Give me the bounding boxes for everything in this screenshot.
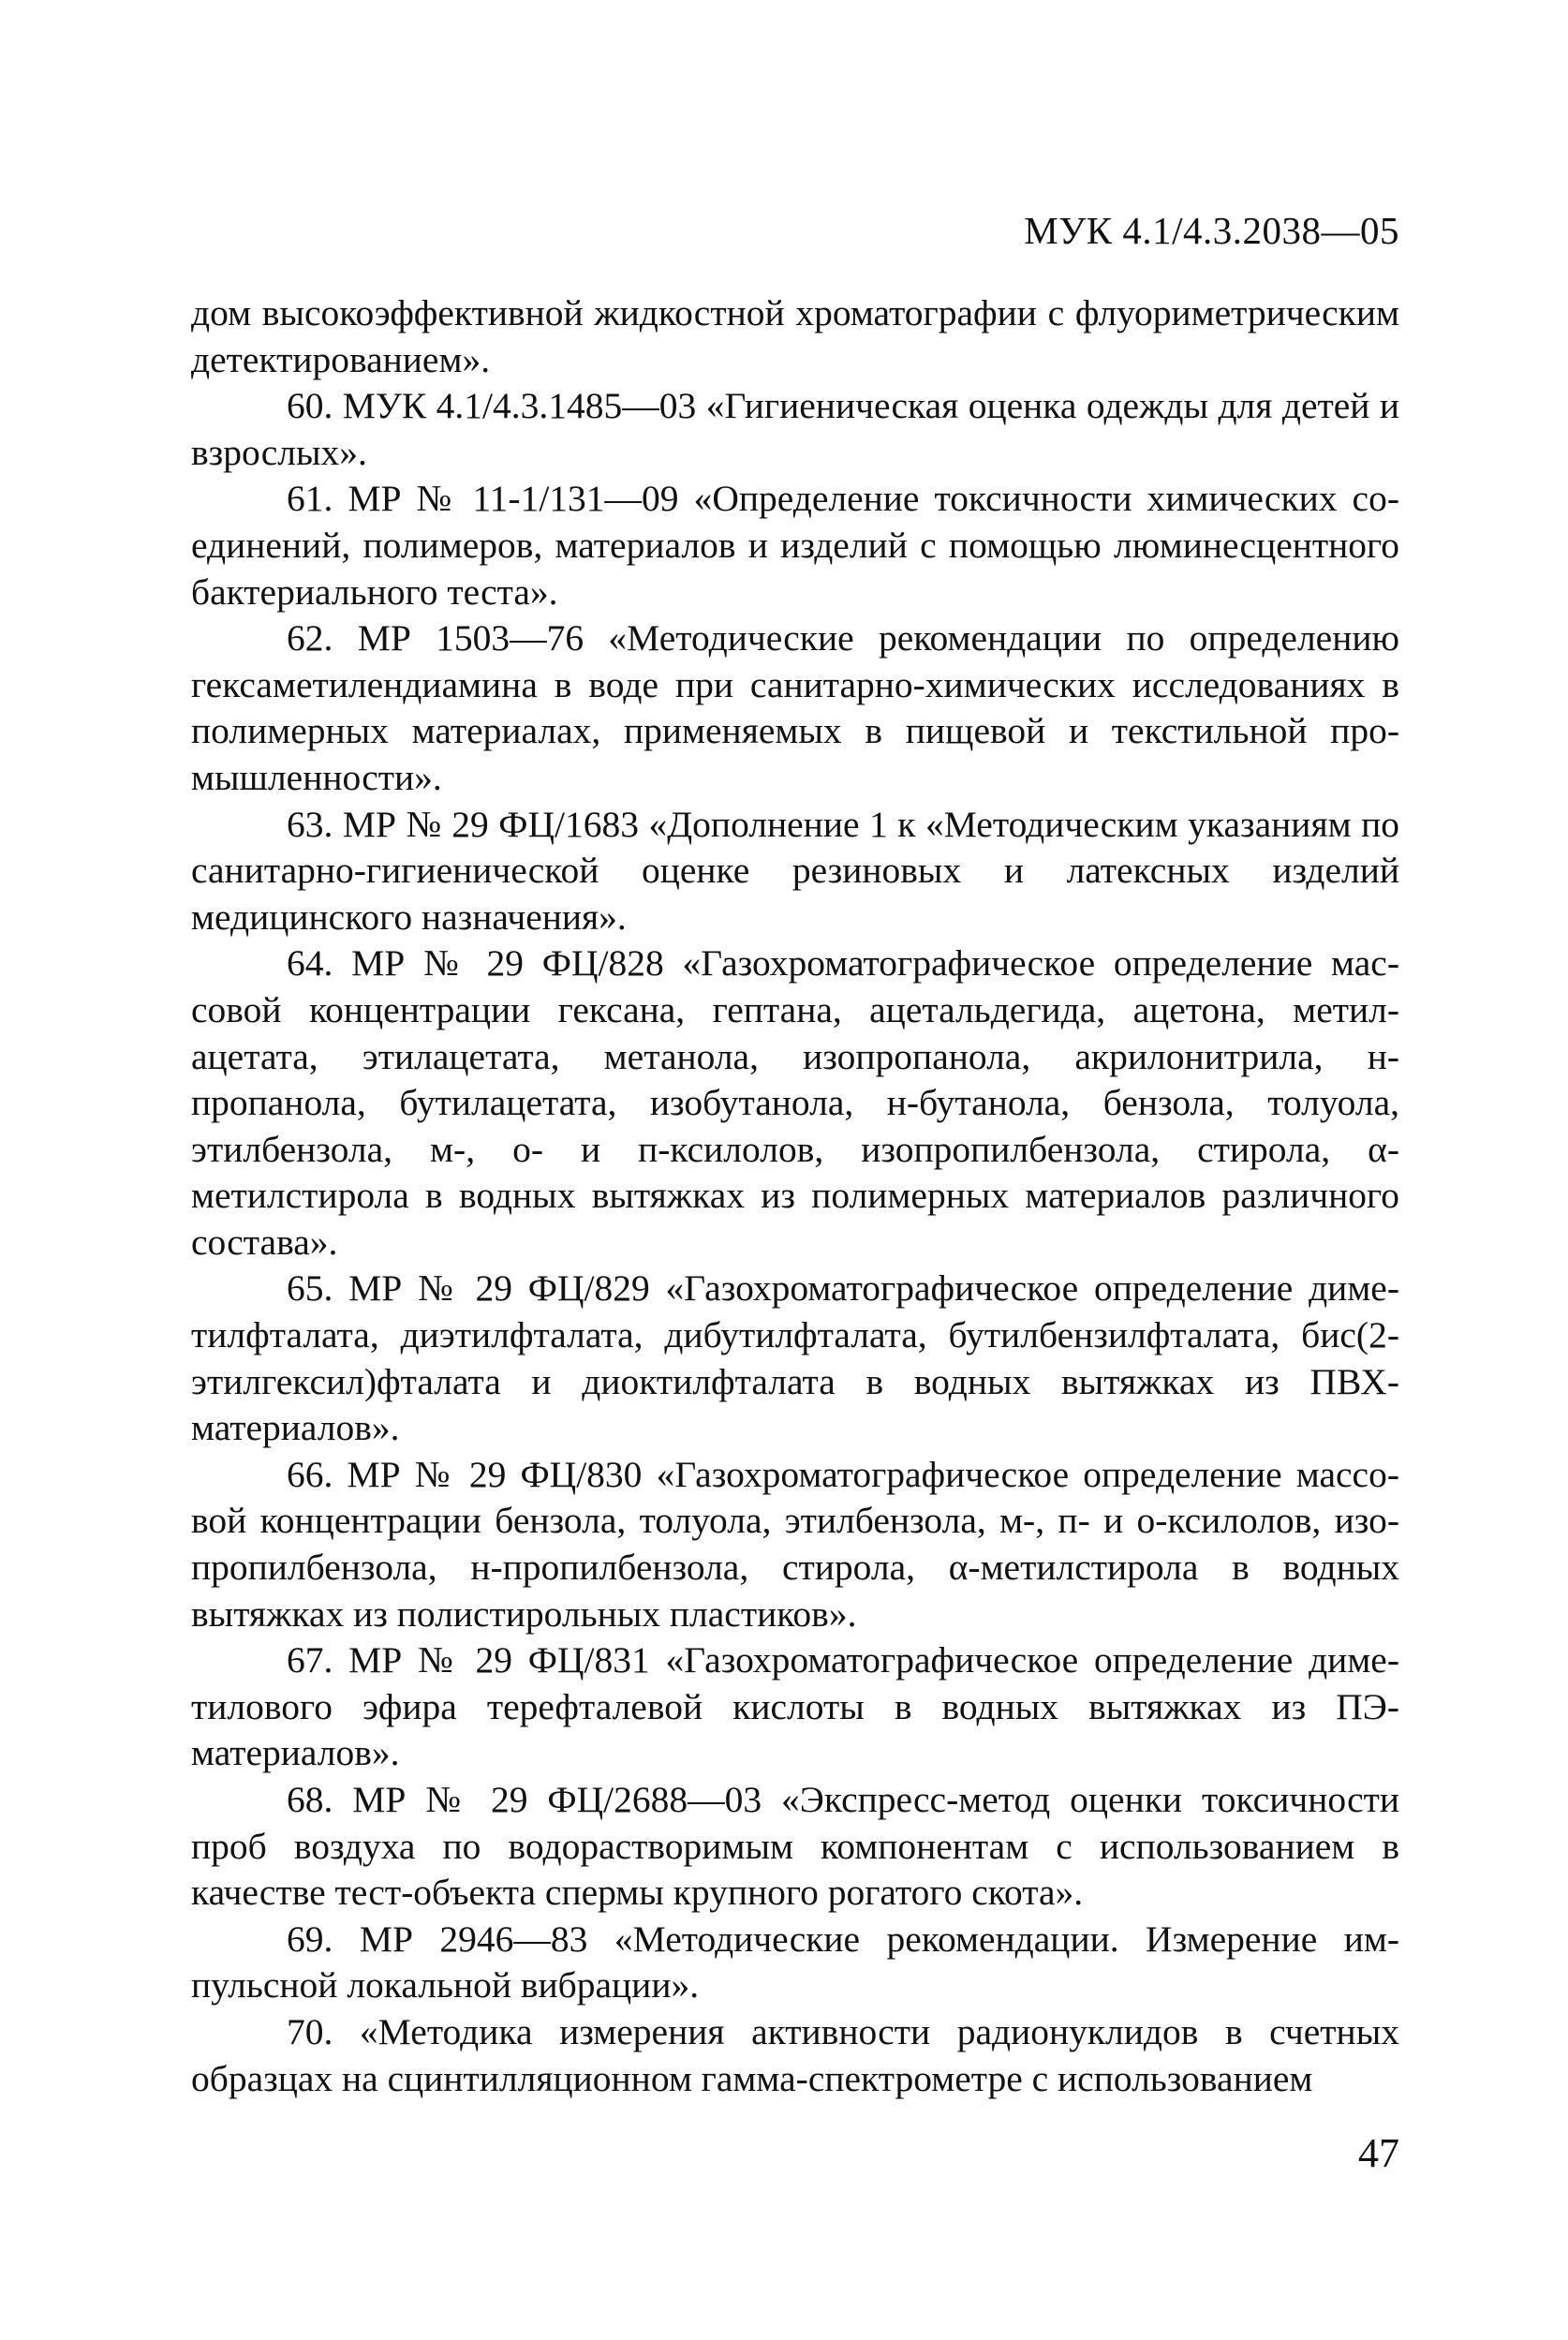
reference-item-64: 64. МР № 29 ФЦ/828 «Газохроматографическое определение массовой концентрации гексана, гептана, ацетальдегида, ацетона, метилацетата, этилацетата, метанола, изопропанола, акрилонитрила, н-пропанола, бутилацетата, изобутанола, н-бутанола, бензола, толуола, этилбензола, м-, о- и п-ксилолов, изопропилбензола, стирола, α-метилстирола в водных вытяжках из полимерных материалов различного состава». — [191, 942, 1399, 1263]
reference-item-61: 61. МР № 11-1/131—09 «Определение токсичности химических соединений, полимеров, материалов и изделий с помощью люминесцентного бактериального теста». — [191, 478, 1399, 613]
reference-item-63: 63. МР № 29 ФЦ/1683 «Дополнение 1 к «Методическим указаниям по санитарно-гигиенической оценке резиновых и латексных изделий медицинского назначения». — [191, 803, 1399, 938]
document-code-header: МУК 4.1/4.3.2038—05 — [1024, 209, 1399, 252]
reference-item-60: 60. МУК 4.1/4.3.1485—03 «Гигиеническая оценка одежды для детей и взрослых». — [191, 385, 1399, 473]
reference-item-65: 65. МР № 29 ФЦ/829 «Газохроматографическое определение диметилфталата, диэтилфталата, дибутилфталата, бутилбензилфталата, бис(2-этилгексил)фталата и диоктилфталата в водных вытяжках из ПВХ-материалов». — [191, 1267, 1399, 1449]
reference-item-62: 62. МР 1503—76 «Методические рекомендации по определению гексаметилендиамина в воде при санитарно-химических исследованиях в полимерных материалах, применяемых в пищевой и текстильной промышленности». — [191, 617, 1399, 798]
reference-item-70: 70. «Методика измерения активности радионуклидов в счетных образцах на сцинтилляционном гамма-спектрометре с использованием — [191, 2010, 1399, 2099]
reference-item-69: 69. МР 2946—83 «Методические рекомендации. Измерение импульсной локальной вибрации». — [191, 1918, 1399, 2007]
reference-list — [191, 290, 1399, 2102]
page-number: 47 — [1358, 2130, 1399, 2176]
reference-continuation: дом высокоэффективной жидкостной хроматографии с флуориметрическим детектированием». — [191, 292, 1399, 380]
reference-item-67: 67. МР № 29 ФЦ/831 «Газохроматографическое определение диметилового эфира терефталевой кислоты в водных вытяжках из ПЭ-материалов». — [191, 1639, 1399, 1774]
reference-item-66: 66. МР № 29 ФЦ/830 «Газохроматографическое определение массовой концентрации бензола, толуола, этилбензола, м-, п- и о-ксилолов, изопропилбензола, н-пропилбензола, стирола, α-метилстирола в водных вытяжках из полистирольных пластиков». — [191, 1453, 1399, 1635]
reference-item-68: 68. МР № 29 ФЦ/2688—03 «Экспресс-метод оценки токсичности проб воздуха по водорастворимым компонентам с использованием в качестве тест-объекта спермы крупного рогатого скота». — [191, 1779, 1399, 1914]
